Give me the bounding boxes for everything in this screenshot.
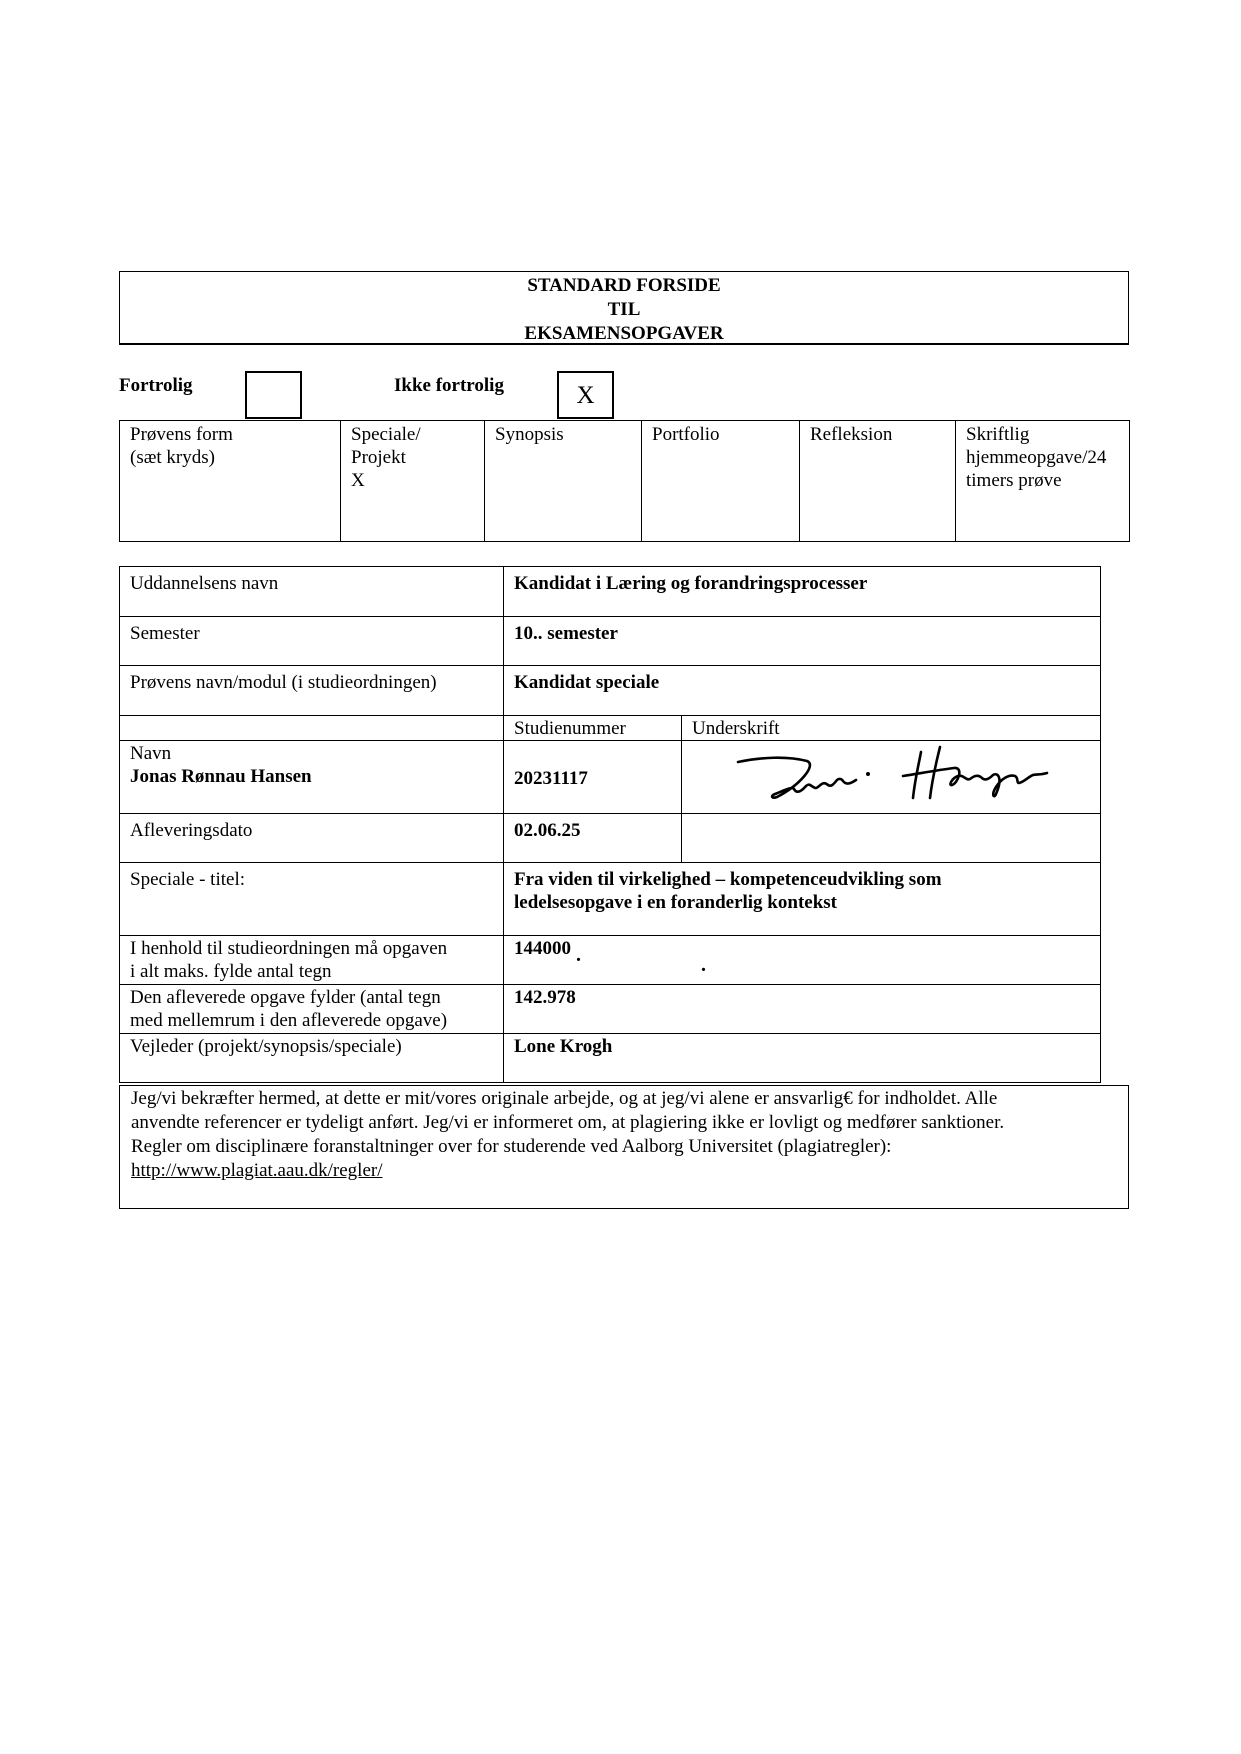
header-line-2: TIL [607,299,641,320]
declaration-box [119,1085,1129,1209]
header-line-1: STANDARD FORSIDE [527,275,721,296]
signature-cell[interactable] [682,741,1101,814]
supervisor-value: Lone Krogh [504,1034,1101,1083]
empty-header-cell [120,716,504,741]
exam-name-value: Kandidat speciale [504,666,1101,716]
max-chars-value-cell [504,936,1101,985]
confidential-checkbox[interactable] [245,371,302,419]
exam-form-refleksion-cell[interactable]: Refleksion [800,421,956,542]
plagiarism-rules-link[interactable]: http://www.plagiat.aau.dk/regler/ [131,1160,383,1181]
exam-form-label: Prøvens form (sæt kryds) [120,421,341,542]
dot-mark-1: . [576,944,581,966]
student-number-value: 20231117 [504,741,682,814]
submitted-chars-value: 142.978 [504,985,1101,1034]
max-chars-label: I henhold til studieordningen må opgaven i alt maks. fylde antal tegn [120,936,504,985]
title-value: Fra viden til virkelighed – kompetenceudvikling som ledelsesopgave i en foranderlig kontekst [504,863,1101,936]
submission-label: Afleveringsdato [120,814,504,863]
exam-form-speciale-cell[interactable]: Speciale/ Projekt X [341,421,485,542]
education-label: Uddannelsens navn [120,567,504,617]
education-value: Kandidat i Læring og forandringsprocesser [504,567,1101,617]
declaration-line-3: Regler om disciplinære foranstaltninger over for studerende ved Aalborg Universitet (plagiatregler): [131,1136,892,1157]
signature-image [682,741,1101,814]
declaration-line-1: Jeg/vi bekræfter hermed, at dette er mit/vores originale arbejde, og at jeg/vi alene er ansvarlig€ for indholdet. Alle [131,1088,998,1109]
dot-mark-2: . [701,954,706,976]
student-number-header: Studienummer [504,716,682,741]
exam-form-portfolio-cell[interactable]: Portfolio [642,421,800,542]
supervisor-label: Vejleder (projekt/synopsis/speciale) [120,1034,504,1083]
signature-header: Underskrift [682,716,1101,741]
confidential-label: Fortrolig [119,375,193,396]
name-cell [120,741,504,814]
submission-value: 02.06.25 [504,814,682,863]
exam-form-synopsis-cell[interactable]: Synopsis [485,421,642,542]
max-chars-value: 144000 [514,938,571,959]
exam-form-table [119,420,1130,542]
form-header [119,271,1129,345]
not-confidential-label: Ikke fortrolig [394,375,504,396]
semester-label: Semester [120,617,504,666]
name-label: Navn [130,743,172,764]
header-line-3: EKSAMENSOPGAVER [524,323,724,344]
info-table [119,566,1101,1083]
exam-form-skriftlig-cell[interactable]: Skriftlig hjemmeopgave/24 timers prøve [956,421,1130,542]
title-label: Speciale - titel: [120,863,504,936]
submission-empty-cell [682,814,1101,863]
semester-value: 10.. semester [504,617,1101,666]
not-confidential-checkbox[interactable]: X [557,371,614,419]
declaration-line-2: anvendte referencer er tydeligt anført. Jeg/vi er informeret om, at plagiering ikke er lovligt og medfører sanktioner. [131,1112,1005,1133]
speciale-mark: X [351,470,365,491]
exam-name-label: Prøvens navn/modul (i studieordningen) [120,666,504,716]
submitted-chars-label: Den afleverede opgave fylder (antal tegn med mellemrum i den afleverede opgave) [120,985,504,1034]
name-value: Jonas Rønnau Hansen [130,766,312,787]
